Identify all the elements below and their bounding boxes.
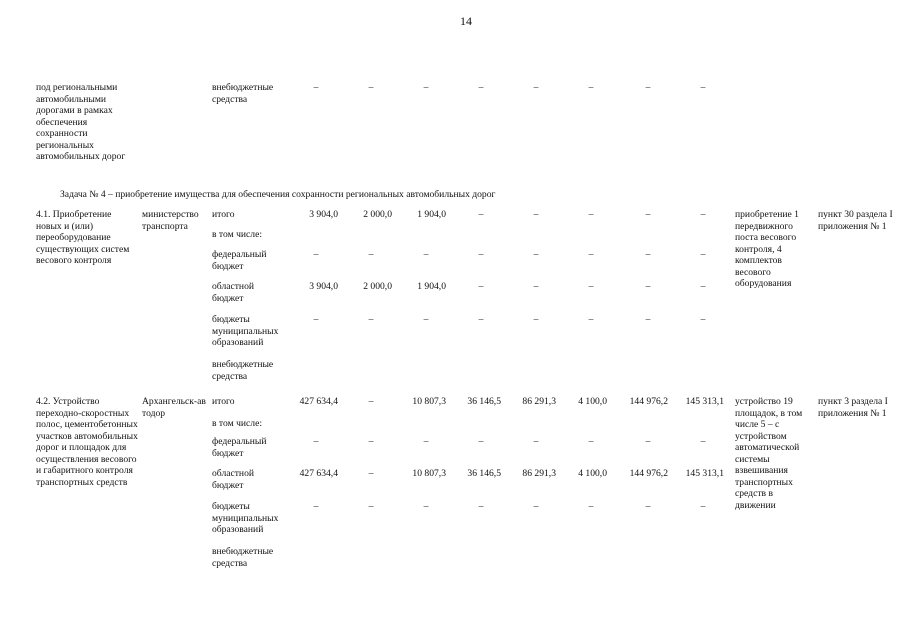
value-cell: – xyxy=(423,501,429,512)
value-cell: – xyxy=(423,82,429,93)
value-cell: – xyxy=(368,82,374,93)
value-cell: – xyxy=(700,436,706,447)
value-cell: – xyxy=(368,436,374,447)
value-cell: – xyxy=(645,314,651,325)
value-cell: – xyxy=(645,501,651,512)
value-cell: – xyxy=(478,501,484,512)
value-cell: – xyxy=(368,396,374,407)
value-cell: – xyxy=(700,82,706,93)
funding-source: внебюджетные средства xyxy=(212,546,274,569)
value-cell: 3 904,0 xyxy=(309,281,338,292)
value-cell: – xyxy=(478,209,484,220)
value-cell: – xyxy=(700,249,706,260)
value-cell: – xyxy=(368,468,374,479)
value-cell: 427 634,4 xyxy=(299,396,338,407)
value-cell: 4 100,0 xyxy=(578,468,607,479)
activity-name: 4.2. Устройство переходно-скоростных полос, цементобетонных участков автомобильных дорог и площадок для осуществления весового и габаритного контроля транспортных средств xyxy=(36,396,138,488)
value-cell: 2 000,0 xyxy=(363,281,392,292)
value-cell: – xyxy=(368,501,374,512)
continuation-source: внебюджетные средства xyxy=(212,82,274,105)
value-cell: 144 976,2 xyxy=(629,468,668,479)
value-cell: – xyxy=(533,314,539,325)
continuation-activity: под региональными автомобильными дорогами в рамках обеспечения сохранности региональных автомобильных дорог xyxy=(36,82,126,162)
funding-source: в том числе: xyxy=(212,418,263,429)
value-cell: – xyxy=(588,501,594,512)
link: пункт 30 раздела I приложения № 1 xyxy=(818,209,893,232)
executor: министерство транспорта xyxy=(142,209,199,232)
value-cell: – xyxy=(533,209,539,220)
funding-source: областной бюджет xyxy=(212,281,255,304)
value-cell: – xyxy=(645,249,651,260)
value-cell: – xyxy=(313,82,319,93)
funding-source: бюджеты муниципальных образований xyxy=(212,314,279,348)
executor: Архангельск-автодор xyxy=(142,396,206,419)
value-cell: – xyxy=(478,249,484,260)
value-cell: 3 904,0 xyxy=(309,209,338,220)
value-cell: 86 291,3 xyxy=(522,396,556,407)
funding-source: областной бюджет xyxy=(212,468,255,491)
value-cell: – xyxy=(478,436,484,447)
value-cell: – xyxy=(645,82,651,93)
value-cell: – xyxy=(588,209,594,220)
value-cell: – xyxy=(313,436,319,447)
funding-source: бюджеты муниципальных образований xyxy=(212,501,279,535)
value-cell: – xyxy=(645,281,651,292)
value-cell: 86 291,3 xyxy=(522,468,556,479)
activity-name: 4.1. Приобретение новых и (или) переоборудование существующих систем весового контроля xyxy=(36,209,130,266)
value-cell: – xyxy=(478,281,484,292)
value-cell: – xyxy=(368,314,374,325)
value-cell: – xyxy=(478,314,484,325)
task-heading: Задача № 4 – приобретение имущества для обеспечения сохранности региональных автомобильных дорог xyxy=(60,189,496,200)
value-cell: – xyxy=(313,501,319,512)
value-cell: – xyxy=(588,314,594,325)
value-cell: – xyxy=(588,249,594,260)
value-cell: 10 807,3 xyxy=(412,468,446,479)
value-cell: 10 807,3 xyxy=(412,396,446,407)
value-cell: – xyxy=(700,314,706,325)
result: приобретение 1 передвижного поста весового контроля, 4 комплектов весового оборудования xyxy=(735,209,799,289)
value-cell: 36 146,5 xyxy=(467,468,501,479)
funding-source: в том числе: xyxy=(212,229,263,240)
value-cell: 4 100,0 xyxy=(578,396,607,407)
value-cell: – xyxy=(533,501,539,512)
value-cell: 36 146,5 xyxy=(467,396,501,407)
value-cell: 1 904,0 xyxy=(417,281,446,292)
value-cell: – xyxy=(533,436,539,447)
funding-source: федеральный бюджет xyxy=(212,249,267,272)
value-cell: – xyxy=(588,281,594,292)
value-cell: – xyxy=(645,209,651,220)
value-cell: 144 976,2 xyxy=(629,396,668,407)
value-cell: – xyxy=(423,314,429,325)
funding-source: внебюджетные средства xyxy=(212,359,274,382)
value-cell: – xyxy=(423,436,429,447)
value-cell: – xyxy=(645,436,651,447)
value-cell: – xyxy=(533,281,539,292)
value-cell: 427 634,4 xyxy=(299,468,338,479)
value-cell: – xyxy=(368,249,374,260)
value-cell: 1 904,0 xyxy=(417,209,446,220)
value-cell: – xyxy=(700,501,706,512)
value-cell: – xyxy=(533,249,539,260)
link: пункт 3 раздела I приложения № 1 xyxy=(818,396,888,419)
value-cell: – xyxy=(533,82,539,93)
value-cell: – xyxy=(588,82,594,93)
funding-source: федеральный бюджет xyxy=(212,436,267,459)
value-cell: – xyxy=(700,209,706,220)
page-number: 14 xyxy=(460,14,472,28)
value-cell: 145 313,1 xyxy=(685,396,724,407)
value-cell: – xyxy=(478,82,484,93)
funding-source: итого xyxy=(212,209,235,220)
value-cell: 2 000,0 xyxy=(363,209,392,220)
value-cell: – xyxy=(423,249,429,260)
value-cell: – xyxy=(313,249,319,260)
result: устройство 19 площадок, в том числе 5 – с устройством автоматической системы взвешивания транспортных средств в движении xyxy=(735,396,803,511)
funding-source: итого xyxy=(212,396,235,407)
value-cell: 145 313,1 xyxy=(685,468,724,479)
value-cell: – xyxy=(588,436,594,447)
value-cell: – xyxy=(313,314,319,325)
value-cell: – xyxy=(700,281,706,292)
